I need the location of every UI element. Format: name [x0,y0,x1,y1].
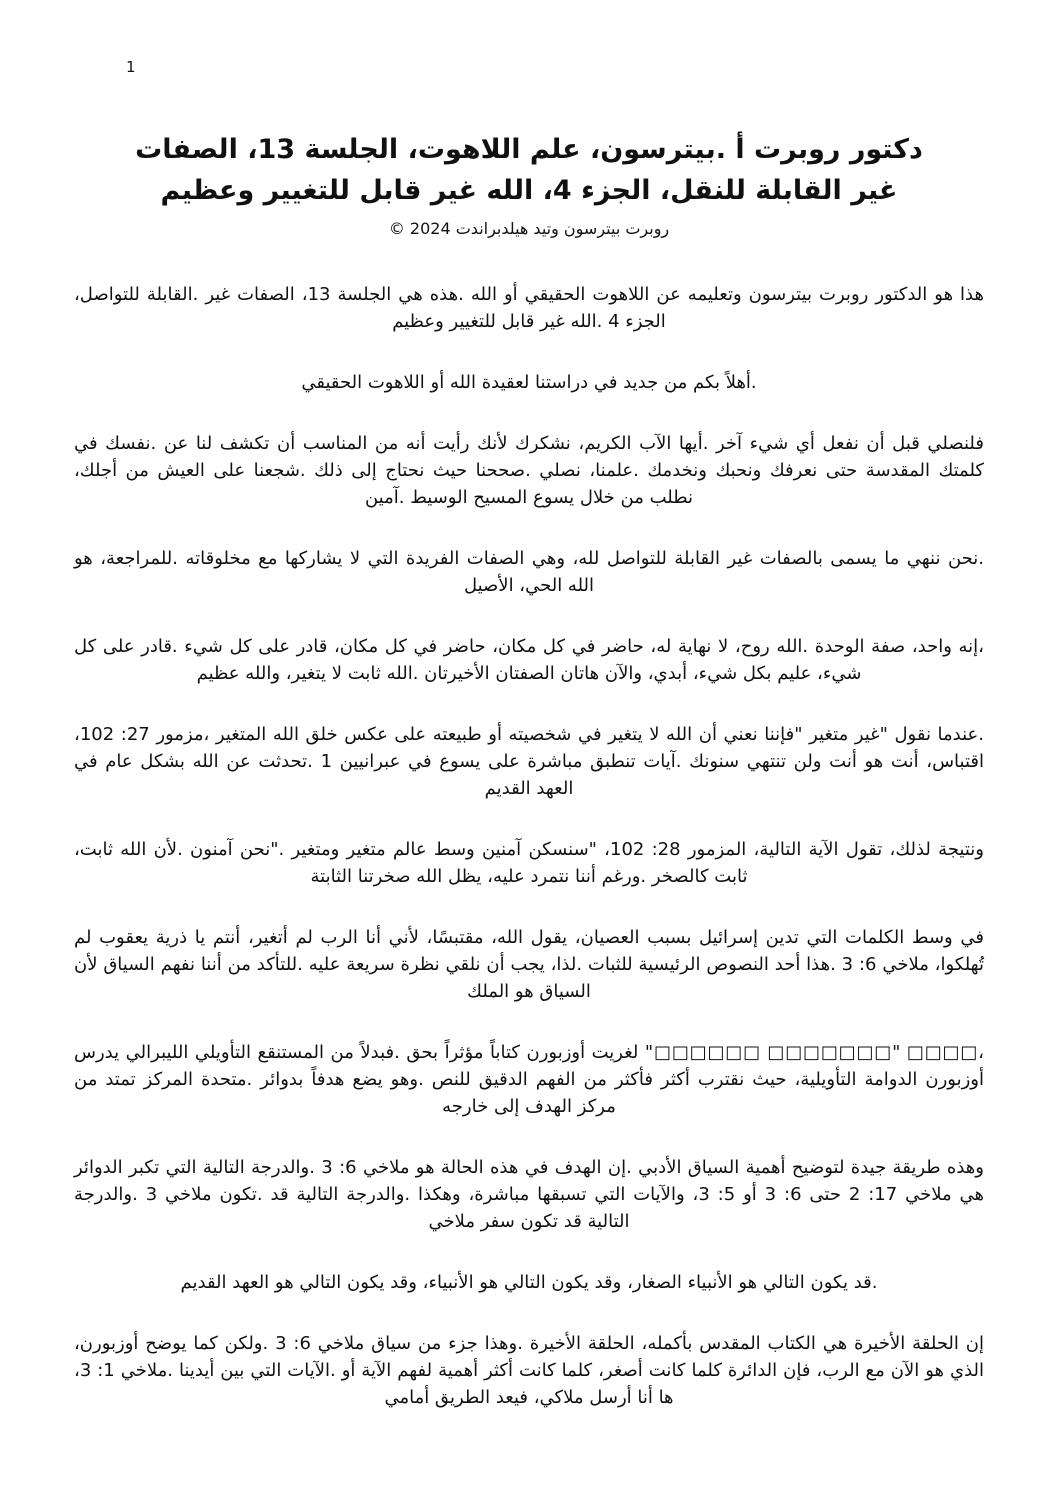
document-title [74,130,984,211]
page-number: 1 [126,58,136,76]
paragraph-immutable-definition: .عندما نقول "غير متغير "فإننا نعني أن الله لا يتغير في شخصيته أو طبيعته على عكس خلق الله المتغير ،مزمور ⁦102 :27⁩، اقتباس، أنت هو أنت ولن تنتهي سنونك .آيات تنطبق مباشرة على يسوع في عبرانيين 1 .تحدثت عن الله بشكل عام في العهد القديم [74,724,985,799]
paragraph-attributes-list: ،إنه واحد، صفة الوحدة .الله روح، لا نهاية له، حاضر في كل مكان، حاضر في كل مكان، قادر على كل شيء .قادر على كل شيء، عليم بكل شيء، أبدي، والآن هاتان الصفتان الأخيرتان .الله ثابت لا يتغير، والله عظيم [74,636,984,684]
title-line-1: دكتور روبرت أ .بيترسون، علم اللاهوت، الجلسة 13، الصفات [135,134,923,165]
paragraph-final-circle: إن الحلقة الأخيرة هي الكتاب المقدس بأكمله، الحلقة الأخيرة .وهذا جزء من سياق ملاخي ⁦3 :6⁩ .ولكن كما يوضح أوزبورن، الذي هو الآن مع الرب، فإن الدائرة كلما كانت أصغر، كلما كانت أكثر أهمية لفهم الآية أو .الآيات التي بين أيدينا .ملاخي ⁦3 :1⁩، ها أنا أرسل ملاكي، فيعد الطريق أمامي [74,1333,985,1408]
paragraph-attributes-review: .نحن ننهي ما يسمى بالصفات غير القابلة للتواصل لله، وهي الصفات الفريدة التي لا يشاركها مع مخلوقاته .للمراجعة، هو الله الحي، الأصيل [74,548,984,596]
paragraph-osborne-spiral: ،□□□□ "□□□□□□□ □□□□□□" لغريت أوزبورن كتاباً مؤثراً بحق .فبدلاً من المستنقع التأويلي الليبرالي يدرس أوزبورن الدوامة التأويلية، حيث نقترب أكثر فأكثر من الفهم الدقيق للنص .وهو يضع هدفاً بدوائر .متحدة المركز تمتد من مركز الهدف إلى خارجه [74,1042,984,1117]
title-line-2: غير القابلة للنقل، الجزء 4، الله غير قابل للتغيير وعظيم [160,174,898,206]
paragraph-welcome: .أهلاً بكم من جديد في دراستنا لعقيدة الله أو اللاهوت الحقيقي [301,372,757,393]
paragraph-psalm-102: ونتيجة لذلك، تقول الآية التالية، المزمور ⁦102 :28⁩، "سنسكن آمنين وسط عالم متغير ومتغير ."نحن آمنون .لأن الله ثابت، ثابت كالصخر .ورغم أننا نتمرد عليه، يظل الله صخرتنا الثابتة [74,839,985,887]
paragraph-intro: هذا هو الدكتور روبرت بيترسون وتعليمه عن اللاهوت الحقيقي أو الله .هذه هي الجلسة 13، الصفات غير .القابلة للتواصل، الجزء 4 .الله غير قابل للتغيير وعظيم [74,284,985,332]
paragraph-minor-prophets: .قد يكون التالي هو الأنبياء الصغار، وقد يكون التالي هو الأنبياء، وقد يكون التالي هو العهد القديم [180,1272,878,1293]
copyright-byline: روبرت بيترسون وتيد هيلدبراندت 2024 © [388,219,670,238]
paragraph-literary-context: وهذه طريقة جيدة لتوضيح أهمية السياق الأدبي .إن الهدف في هذه الحالة هو ملاخي ⁦3 :6⁩ .والدرجة التالية التي تكبر الدوائر هي ملاخي ⁦2 :17⁩ حتى ⁦3 :6⁩ أو ⁦3 :5⁩، والآيات التي تسبقها مباشرة، وهكذا .والدرجة التالية قد .تكون ملاخي 3 .والدرجة التالية قد تكون سفر ملاخي [74,1157,984,1232]
paragraph-malachi-context: في وسط الكلمات التي تدين إسرائيل بسبب العصيان، يقول الله، مقتبسًا، لأني أنا الرب لم أتغير، أنتم يا ذرية يعقوب لم تُهلكوا، ملاخي ⁦3 :6⁩ .هذا أحد النصوص الرئيسية للثبات .لذا، يجب أن نلقي نظرة سريعة عليه .للتأكد من أننا نفهم السياق لأن السياق هو الملك [74,927,984,1002]
paragraph-prayer: فلنصلي قبل أن نفعل أي شيء آخر .أيها الآب الكريم، نشكرك لأنك رأيت أنه من المناسب أن تكشف لنا عن .نفسك في كلمتك المقدسة حتى نعرفك ونحبك ونخدمك .علمنا، نصلي .صححنا حيث نحتاج إلى ذلك .شجعنا على العيش من أجلك، نطلب من خلال يسوع المسيح الوسيط .آمين [74,433,984,508]
